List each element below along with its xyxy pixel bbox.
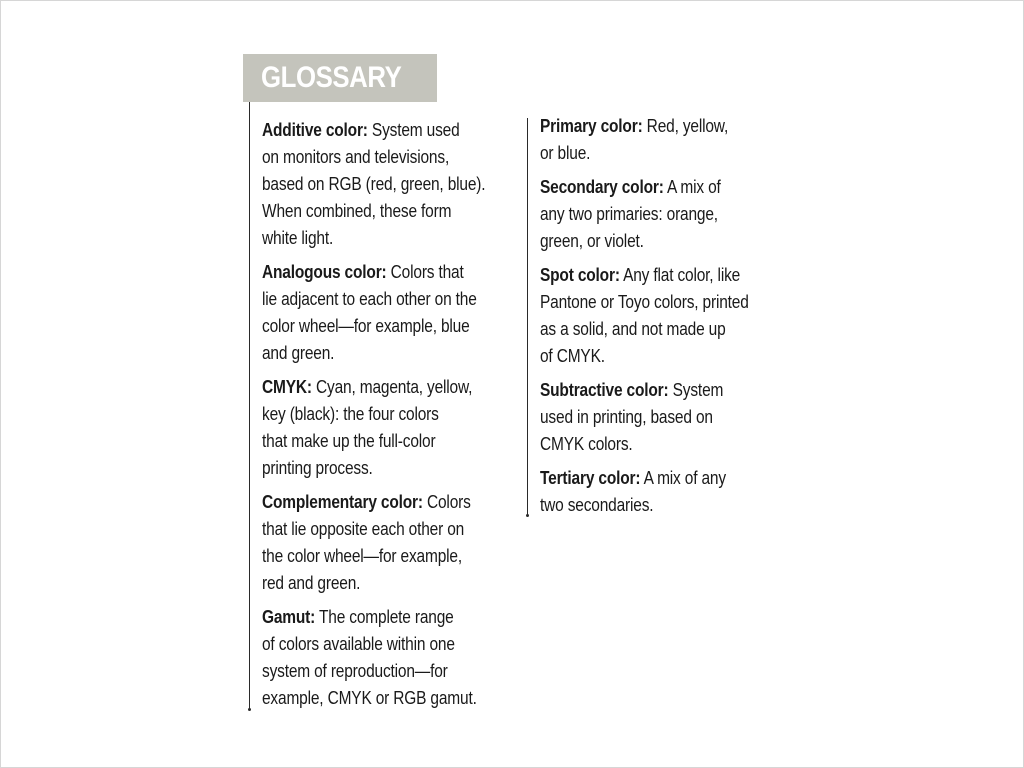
glossary-definition-text: A mix of bbox=[663, 177, 721, 197]
glossary-term: Additive color: bbox=[262, 120, 368, 140]
glossary-entry bbox=[262, 117, 522, 252]
left-column-rule bbox=[249, 102, 250, 709]
glossary-definition-text: System used bbox=[367, 120, 460, 140]
glossary-term: CMYK: bbox=[262, 377, 312, 397]
glossary-definition-text: System bbox=[668, 380, 724, 400]
glossary-definition-text: color wheel—for example, blue bbox=[262, 316, 470, 336]
glossary-entry bbox=[262, 604, 522, 712]
glossary-definition-text: Colors bbox=[422, 492, 471, 512]
glossary-term: Analogous color: bbox=[262, 262, 387, 282]
glossary-entry bbox=[540, 377, 783, 458]
glossary-entry-line bbox=[262, 658, 485, 685]
glossary-term: Subtractive color: bbox=[540, 380, 669, 400]
glossary-entry-line bbox=[262, 428, 485, 455]
glossary-entry-line bbox=[540, 377, 749, 404]
glossary-definition-text: system of reproduction—for bbox=[262, 661, 448, 681]
glossary-definition-text: used in printing, based on bbox=[540, 407, 713, 427]
glossary-term: Gamut: bbox=[262, 607, 316, 627]
glossary-definition-text: key (black): the four colors bbox=[262, 404, 439, 424]
glossary-definition-text: Pantone or Toyo colors, printed bbox=[540, 292, 749, 312]
glossary-entry bbox=[540, 465, 783, 519]
glossary-definition-text: lie adjacent to each other on the bbox=[262, 289, 477, 309]
glossary-definition-text: of colors available within one bbox=[262, 634, 455, 654]
glossary-entry-line bbox=[262, 489, 485, 516]
glossary-entry-line bbox=[540, 289, 749, 316]
glossary-entry-line bbox=[262, 455, 485, 482]
glossary-definition-text: Colors that bbox=[386, 262, 464, 282]
glossary-entry-line bbox=[262, 340, 485, 367]
glossary-definition-text: The complete range bbox=[315, 607, 454, 627]
glossary-entry-line bbox=[540, 140, 749, 167]
glossary-entry-line bbox=[262, 570, 485, 597]
glossary-definition-text: red and green. bbox=[262, 573, 361, 593]
glossary-definition-text: A mix of any bbox=[640, 468, 726, 488]
glossary-definition-text: as a solid, and not made up bbox=[540, 319, 726, 339]
glossary-entry-line bbox=[262, 685, 485, 712]
glossary-entry-line bbox=[540, 492, 749, 519]
glossary-entry bbox=[540, 113, 783, 167]
glossary-entry-line bbox=[540, 343, 749, 370]
glossary-definition-text: When combined, these form bbox=[262, 201, 452, 221]
glossary-entry-line bbox=[262, 516, 485, 543]
glossary-definition-text: that lie opposite each other on bbox=[262, 519, 465, 539]
glossary-entry-line bbox=[540, 228, 749, 255]
glossary-entry-line bbox=[540, 431, 749, 458]
glossary-definition-text: Cyan, magenta, yellow, bbox=[311, 377, 473, 397]
glossary-entry-line bbox=[540, 404, 749, 431]
glossary-entry-line bbox=[540, 262, 749, 289]
glossary-entry-line bbox=[262, 401, 485, 428]
glossary-definition-text: example, CMYK or RGB gamut. bbox=[262, 688, 477, 708]
glossary-definition-text: or blue. bbox=[540, 143, 591, 163]
glossary-entry-line bbox=[262, 374, 485, 401]
glossary-title: GLOSSARY bbox=[261, 61, 402, 94]
glossary-term: Complementary color: bbox=[262, 492, 423, 512]
glossary-right-column bbox=[540, 113, 783, 526]
glossary-definition-text: Red, yellow, bbox=[642, 116, 729, 136]
glossary-definition-text: and green. bbox=[262, 343, 335, 363]
glossary-definition-text: Any flat color, like bbox=[619, 265, 741, 285]
glossary-entry-line bbox=[262, 225, 485, 252]
glossary-entry-line bbox=[262, 171, 485, 198]
glossary-definition-text: CMYK colors. bbox=[540, 434, 633, 454]
glossary-definition-text: that make up the full-color bbox=[262, 431, 436, 451]
glossary-entry bbox=[262, 489, 522, 597]
glossary-entry bbox=[540, 174, 783, 255]
glossary-entry-line bbox=[540, 465, 749, 492]
glossary-entry-line bbox=[262, 543, 485, 570]
glossary-term: Primary color: bbox=[540, 116, 643, 136]
glossary-entry bbox=[540, 262, 783, 370]
glossary-term: Secondary color: bbox=[540, 177, 664, 197]
glossary-entry-line bbox=[262, 117, 485, 144]
glossary-entry bbox=[262, 259, 522, 367]
glossary-definition-text: the color wheel—for example, bbox=[262, 546, 462, 566]
glossary-entry-line bbox=[262, 313, 485, 340]
glossary-definition-text: of CMYK. bbox=[540, 346, 605, 366]
glossary-entry-line bbox=[540, 316, 749, 343]
glossary-definition-text: any two primaries: orange, bbox=[540, 204, 718, 224]
glossary-entry-line bbox=[262, 144, 485, 171]
glossary-entry-line bbox=[262, 604, 485, 631]
glossary-entry-line bbox=[262, 259, 485, 286]
glossary-definition-text: on monitors and televisions, bbox=[262, 147, 450, 167]
glossary-entry-line bbox=[262, 286, 485, 313]
glossary-definition-text: two secondaries. bbox=[540, 495, 654, 515]
glossary-term: Spot color: bbox=[540, 265, 620, 285]
glossary-definition-text: white light. bbox=[262, 228, 334, 248]
glossary-entry bbox=[262, 374, 522, 482]
glossary-left-column bbox=[262, 117, 522, 719]
glossary-entry-line bbox=[262, 198, 485, 225]
glossary-term: Tertiary color: bbox=[540, 468, 641, 488]
glossary-definition-text: green, or violet. bbox=[540, 231, 644, 251]
glossary-entry-line bbox=[540, 201, 749, 228]
glossary-entry-line bbox=[540, 113, 749, 140]
glossary-definition-text: printing process. bbox=[262, 458, 373, 478]
glossary-definition-text: based on RGB (red, green, blue). bbox=[262, 174, 486, 194]
right-column-rule bbox=[527, 118, 528, 515]
glossary-entry-line bbox=[540, 174, 749, 201]
glossary-entry-line bbox=[262, 631, 485, 658]
